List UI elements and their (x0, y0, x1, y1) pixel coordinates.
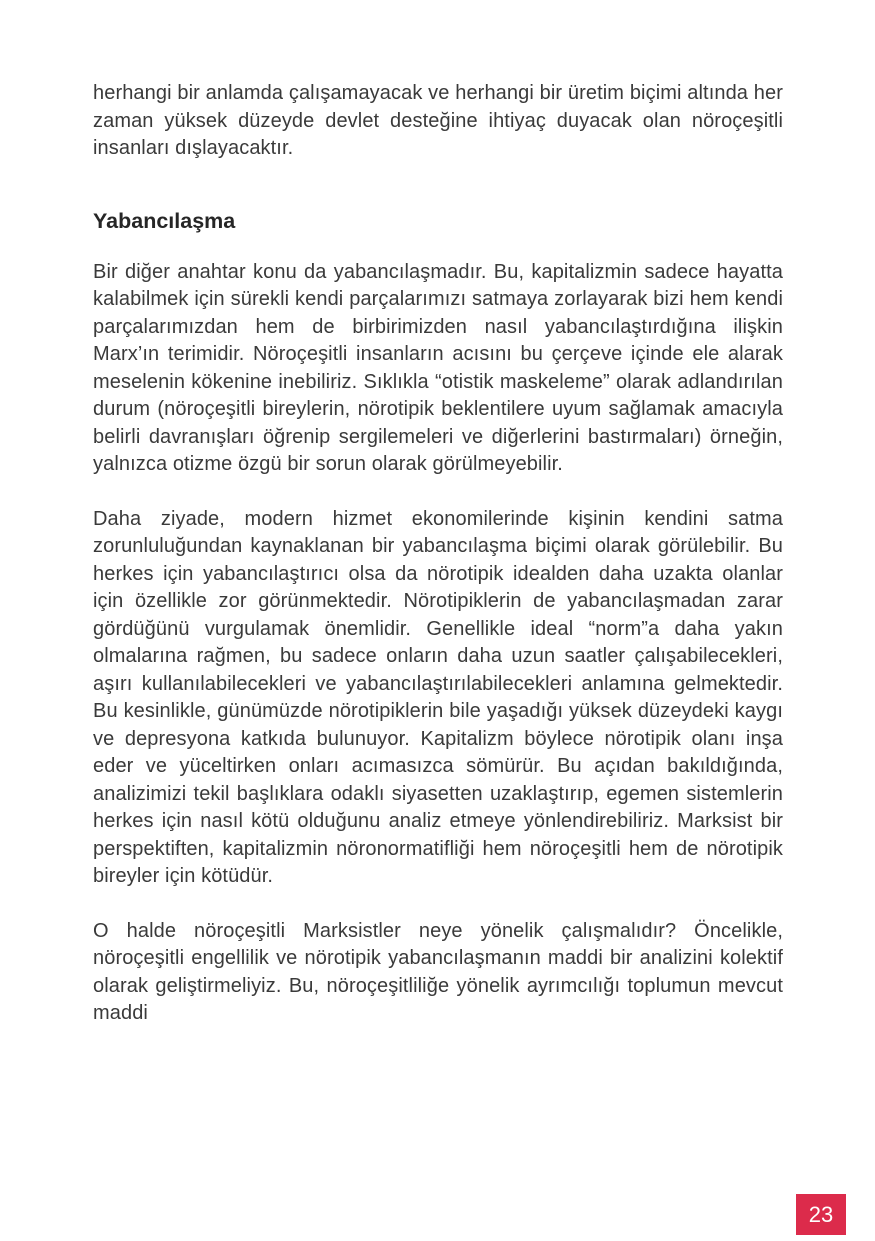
page-number-badge (796, 1194, 846, 1235)
paragraph: Bir diğer anahtar konu da yabancılaşmadır. Bu, kapitalizmin sadece hayatta kalabilmek için sürekli kendi parçalarımızı satmaya zorlayarak bizi hem kendi parçalarımızdan hem de birbirimizden nasıl yabancılaştırdığına ilişkin Marx’ın terimidir. Nöroçeşitli insanların acısını bu çerçeve içinde ele alarak meselenin kökenine inebiliriz. Sıklıkla “otistik maskeleme” olarak adlandırılan durum (nöroçeşitli bireylerin, nörotipik beklentilere uyum sağlamak amacıyla belirli davranışları öğrenip sergilemeleri ve diğerlerini bastırmaları) örneğin, yalnızca otizme özgü bir sorun olarak görülmeyebilir. (93, 260, 783, 475)
page-number: 23 (808, 1201, 834, 1227)
paragraph-lead: herhangi bir anlamda çalışamayacak ve herhangi bir üretim biçimi altında her zaman yüksek düzeyde devlet desteğine ihtiyaç duyacak olan nöroçeşitli insanları dışlayacaktır. (93, 82, 783, 159)
text-column (93, 80, 783, 1028)
section-heading: Yabancılaşma (93, 208, 236, 233)
paragraph: O halde nöroçeşitli Marksistler neye yönelik çalışmalıdır? Öncelikle, nöroçeşitli engellilik ve nörotipik yabancılaşmanın maddi bir analizini kolektif olarak geliştirmeliyiz. Bu, nöroçeşitliliğe yönelik ayrımcılığı toplumun mevcut maddi (93, 919, 783, 1024)
paragraph: Daha ziyade, modern hizmet ekonomilerinde kişinin kendini satma zorunluluğundan kaynaklanan bir yabancılaşma biçimi olarak görülebilir. Bu herkes için yabancılaştırıcı olsa da nörotipik idealden daha uzakta olanlar için özellikle zor görünmektedir. Nörotipiklerin de yabancılaşmadan zarar gördüğünü vurgulamak önemlidir. Genellikle ideal “norm”a daha yakın olmalarına rağmen, bu sadece onların daha uzun saatler çalışabilecekleri, aşırı kullanılabilecekleri ve yabancılaştırılabilecekleri anlamına gelmektedir. Bu kesinlikle, günümüzde nörotipiklerin bile yaşadığı yüksek düzeydeki kaygı ve depresyona katkıda bulunuyor. Kapitalizm böylece nörotipik olanı inşa eder ve yüceltirken onları acımasızca sömürür. Bu açıdan bakıldığında, analizimizi tekil başlıklara odaklı siyasetten uzaklaştırıp, egemen sistemlerin herkes için nasıl kötü olduğunu analiz etmeye yönlendirebiliriz. Marksist bir perspektiften, kapitalizmin nöronormatifliği hem nöroçeşitli hem de nörotipik bireyler için kötüdür. (93, 507, 783, 887)
